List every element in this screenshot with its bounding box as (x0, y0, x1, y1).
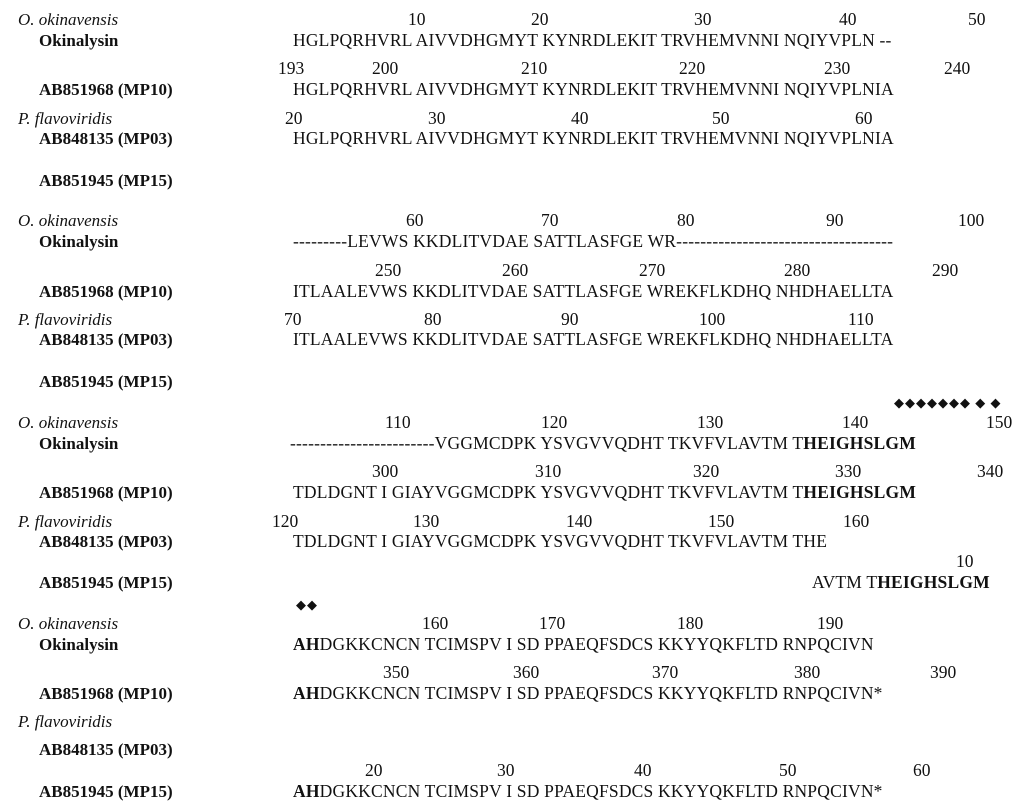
species-label: O. okinavensis (18, 413, 119, 432)
species-label: P. flavoviridis (18, 512, 113, 531)
position-numbers: 30 (497, 760, 515, 780)
sequence-name: AB848135 (MP03) (39, 532, 173, 551)
position-numbers: 50 (968, 9, 986, 29)
sequence-name: Okinalysin (39, 232, 119, 251)
position-numbers: 60 (913, 760, 931, 780)
sequence (293, 783, 883, 801)
position-numbers: 250 (375, 260, 402, 280)
position-numbers: 160 (422, 613, 449, 633)
position-numbers: 70 (284, 309, 302, 329)
zinc-binding-motif: HEIGHSLGM (803, 433, 916, 453)
sequence-name: AB851945 (MP15) (39, 782, 173, 801)
sequence (293, 484, 916, 502)
position-numbers: 60 (406, 210, 424, 230)
position-numbers: 260 (502, 260, 529, 280)
position-numbers: 360 (513, 662, 540, 682)
position-numbers: 150 (708, 511, 735, 531)
sequence-name: AB851968 (MP10) (39, 282, 173, 301)
position-numbers: 20 (365, 760, 383, 780)
sequence-name: Okinalysin (39, 635, 119, 654)
species-label: P. flavoviridis (18, 310, 113, 329)
zinc-binding-motif: HEIGHSLGM (877, 572, 990, 592)
sequence-name: Okinalysin (39, 434, 119, 453)
position-numbers: 20 (285, 108, 303, 128)
zinc-binding-motif: AH (293, 781, 320, 801)
sequence (293, 636, 874, 654)
position-numbers: 220 (679, 58, 706, 78)
sequence: ITLAALEVWS KKDLITVDAE SATTLASFGE WREKFLKDHQ NHDHAELLTA (293, 281, 894, 301)
position-numbers: 340 (977, 461, 1004, 481)
position-numbers: 170 (539, 613, 566, 633)
position-numbers: 40 (634, 760, 652, 780)
position-numbers: 180 (677, 613, 704, 633)
species-label: P. flavoviridis (18, 712, 113, 731)
sequence (812, 574, 990, 592)
sequence: HGLPQRHVRL AIVVDHGMYT KYNRDLEKIT TRVHEMVNNI NQIYVPLNIA (293, 128, 894, 148)
sequence-name: AB851945 (MP15) (39, 171, 173, 190)
position-numbers: 380 (794, 662, 821, 682)
position-numbers: 80 (677, 210, 695, 230)
species-label: P. flavoviridis (18, 109, 113, 128)
position-numbers: 20 (531, 9, 549, 29)
zinc-binding-motif: AH (293, 634, 320, 654)
species-label: O. okinavensis (18, 10, 119, 29)
position-numbers: 120 (272, 511, 299, 531)
sequence-plain: TDLDGNT I GIAYVGGMCDPK YSVGVVQDHT TKVFVLAVTM T (293, 482, 804, 502)
sequence-name: AB851945 (MP15) (39, 573, 173, 592)
position-numbers: 320 (693, 461, 720, 481)
zinc-binding-motif: AH (293, 683, 320, 703)
position-numbers: 130 (697, 412, 724, 432)
position-numbers: 140 (842, 412, 869, 432)
sequence-name: AB848135 (MP03) (39, 740, 173, 759)
position-numbers: 60 (855, 108, 873, 128)
position-numbers: 210 (521, 58, 548, 78)
sequence: HGLPQRHVRL AIVVDHGMYT KYNRDLEKIT TRVHEMVNNI NQIYVPLNIA (293, 79, 894, 99)
sequence: HGLPQRHVRL AIVVDHGMYT KYNRDLEKIT TRVHEMVNNI NQIYVPLN -- (293, 30, 892, 50)
position-numbers: 280 (784, 260, 811, 280)
sequence-name: AB851968 (MP10) (39, 684, 173, 703)
species-label: O. okinavensis (18, 614, 119, 633)
position-numbers: 140 (566, 511, 593, 531)
position-numbers: 110 (385, 412, 411, 432)
position-numbers: 300 (372, 461, 399, 481)
position-numbers: 10 (956, 551, 974, 571)
sequence-plain: DGKKCNCN TCIMSPV I SD PPAEQFSDCS KKYYQKFLTD RNPQCIVN* (319, 781, 883, 801)
sequence-plain: DGKKCNCN TCIMSPV I SD PPAEQFSDCS KKYYQKFLTD RNPQCIVN (319, 634, 874, 654)
position-numbers: 310 (535, 461, 562, 481)
position-numbers: 200 (372, 58, 399, 78)
position-numbers: 90 (826, 210, 844, 230)
position-numbers: 70 (541, 210, 559, 230)
position-numbers: 110 (848, 309, 874, 329)
position-numbers: 120 (541, 412, 568, 432)
species-label: O. okinavensis (18, 211, 119, 230)
position-numbers: 50 (779, 760, 797, 780)
position-numbers: 30 (428, 108, 446, 128)
sequence: ITLAALEVWS KKDLITVDAE SATTLASFGE WREKFLKDHQ NHDHAELLTA (293, 329, 894, 349)
position-numbers: 160 (843, 511, 870, 531)
position-numbers: 40 (571, 108, 589, 128)
position-numbers: 50 (712, 108, 730, 128)
motif-diamond-markers: ◆◆ (296, 597, 318, 612)
sequence (293, 533, 827, 551)
position-numbers: 80 (424, 309, 442, 329)
position-numbers: 150 (986, 412, 1013, 432)
position-numbers: 130 (413, 511, 440, 531)
position-numbers: 100 (699, 309, 726, 329)
position-numbers: 240 (944, 58, 971, 78)
sequence: ---------LEVWS KKDLITVDAE SATTLASFGE WR------------------------------------ (293, 231, 894, 251)
sequence-plain: AVTM T (812, 572, 878, 592)
sequence (290, 435, 916, 453)
position-numbers: 330 (835, 461, 862, 481)
position-numbers: 193 (278, 58, 305, 78)
sequence-name: AB851945 (MP15) (39, 372, 173, 391)
position-numbers: 100 (958, 210, 985, 230)
position-numbers: 230 (824, 58, 851, 78)
motif-diamond-markers: ◆◆◆◆◆◆◆ ◆ ◆ (894, 395, 1002, 410)
sequence-name: AB851968 (MP10) (39, 483, 173, 502)
position-numbers: 290 (932, 260, 959, 280)
position-numbers: 190 (817, 613, 844, 633)
sequence-plain: DGKKCNCN TCIMSPV I SD PPAEQFSDCS KKYYQKFLTD RNPQCIVN* (319, 683, 883, 703)
position-numbers: 90 (561, 309, 579, 329)
sequence-plain: TDLDGNT I GIAYVGGMCDPK YSVGVVQDHT TKVFVLAVTM THE (293, 531, 828, 551)
sequence-name: AB848135 (MP03) (39, 330, 173, 349)
position-numbers: 390 (930, 662, 957, 682)
position-numbers: 270 (639, 260, 666, 280)
sequence-name: Okinalysin (39, 31, 119, 50)
sequence-name: AB851968 (MP10) (39, 80, 173, 99)
position-numbers: 10 (408, 9, 426, 29)
sequence (293, 685, 883, 703)
position-numbers: 40 (839, 9, 857, 29)
zinc-binding-motif: HEIGHSLGM (803, 482, 917, 502)
sequence-plain: ------------------------VGGMCDPK YSVGVVQDHT TKVFVLAVTM T (290, 433, 804, 453)
position-numbers: 350 (383, 662, 410, 682)
position-numbers: 370 (652, 662, 679, 682)
position-numbers: 30 (694, 9, 712, 29)
sequence-name: AB848135 (MP03) (39, 129, 173, 148)
